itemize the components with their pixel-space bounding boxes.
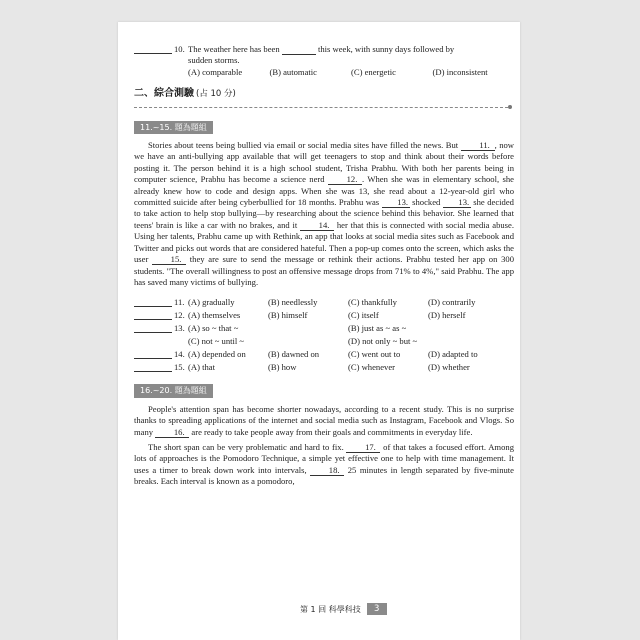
answer-row-14 [134, 348, 514, 361]
option-a[interactable]: (A) that [188, 362, 215, 373]
group-tag-11-15: 11.~15. 題為題組 [134, 121, 213, 134]
answer-number: 14. [174, 349, 185, 360]
answer-number: 13. [174, 323, 185, 334]
option-b[interactable]: (B) needlessly [268, 297, 318, 308]
option-a[interactable]: (A) so ~ that ~ [188, 323, 239, 334]
inline-blank [282, 44, 316, 55]
section-points: (占 10 分) [196, 89, 236, 100]
option-b[interactable]: (B) dawned on [268, 349, 320, 360]
option-c[interactable]: (C) thankfully [348, 297, 397, 308]
passage-text: of that takes a focused effort. Among lots of approaches is the Pomodoro Technique, a simple yet effective one to help with time management. It uses a timer to break down work into intervals, [134, 441, 515, 475]
passage-text: , now we have an anti-bullying app available that will get teenagers to stop and think about their words before posting it. The person behind it is a high school student, Trisha Prabhu. With both her parents being in computer science, Prabhu has become a science nerd [134, 140, 514, 185]
answer-row-13 [134, 322, 514, 335]
question-stem-b: this week, with sunny days followed by [317, 44, 455, 54]
option-a[interactable]: (A) themselves [188, 310, 241, 321]
passage-text: shocked [409, 197, 443, 208]
page-number: 3 [367, 603, 387, 615]
document-page [118, 22, 520, 640]
passage-16-20-p1 [134, 404, 514, 438]
passage-text: People's attention span has become shorter nowadays, according to a recent study. This is no surprise thanks to spreading applications of the internet and social media such as Instagram, Facebook and Vlogs. So many [134, 403, 514, 437]
option-b[interactable]: (B) how [268, 362, 297, 373]
option-d[interactable]: (D) herself [428, 310, 466, 321]
group-tag-16-20: 16.~20. 題為題組 [134, 384, 213, 397]
question-stem-a: The weather here has been [188, 44, 280, 54]
answer-row-11 [134, 296, 514, 309]
option-c[interactable]: (C) whenever [348, 362, 396, 373]
option-c[interactable]: (C) energetic [351, 66, 396, 77]
blank-13b[interactable]: 13. [443, 198, 471, 208]
blank-11[interactable]: 11. [461, 141, 495, 151]
passage-text: . When she was in elementary school, she already knew how to code and design apps. When she was 13, she read about a 12-year-old girl who committed suicide after being cyberbullied for 18 months. Prabhu was [134, 174, 514, 208]
option-b[interactable]: (B) himself [268, 310, 308, 321]
answer-options-11-15 [134, 296, 514, 374]
passage-text: The short span can be very problematic and hard to fix. [148, 441, 347, 452]
answer-blank-10[interactable] [134, 44, 172, 54]
answer-number: 11. [174, 297, 185, 308]
options-10 [188, 67, 514, 78]
answer-blank[interactable] [134, 322, 172, 333]
option-c[interactable]: (C) not ~ until ~ [188, 336, 245, 347]
blank-15[interactable]: 15. [152, 255, 186, 265]
passage-11-15 [134, 140, 514, 288]
answer-row-13-cont [134, 335, 514, 348]
passage-text: 25 minutes in length separated by five-minute breaks. Each interval is known as a pomodoro, [134, 464, 514, 487]
option-c[interactable]: (C) went out to [348, 349, 401, 360]
answer-number: 12. [174, 310, 185, 321]
blank-14[interactable]: 14. [300, 221, 334, 231]
answer-row-12 [134, 309, 514, 322]
option-d[interactable]: (D) contrarily [428, 297, 476, 308]
answer-row-15 [134, 361, 514, 374]
passage-text: she decided to take action to help stop bullying—by researching about the science behind this behavior. She learned that teens' brain is like a car with no brakes, and it [134, 197, 514, 230]
option-b[interactable]: (B) automatic [269, 66, 317, 77]
blank-18[interactable]: 18. [310, 466, 344, 476]
passage-text: they are sure to send the message or rethink their actions. Prabhu tested her app on 300 students. "The overall willingness to post an offensive message drops from 71% to 4%," said Prabhu. The app has saved many victims of bullying. [134, 254, 515, 287]
blank-16[interactable]: 16. [155, 428, 189, 438]
answer-blank[interactable] [134, 296, 172, 307]
question-number: 10. [174, 44, 185, 54]
answer-blank[interactable] [134, 348, 172, 359]
answer-blank[interactable] [134, 309, 172, 320]
option-b[interactable]: (B) just as ~ as ~ [348, 323, 407, 334]
option-a[interactable]: (A) depended on [188, 349, 246, 360]
footer-title: 第 1 回 科學科技 [300, 604, 361, 614]
passage-16-20-p2 [134, 442, 514, 488]
answer-number: 15. [174, 362, 185, 373]
question-stem-c: sudden storms. [188, 55, 240, 66]
option-d[interactable]: (D) adapted to [428, 349, 478, 360]
option-d[interactable]: (D) whether [428, 362, 470, 373]
section-title: 二、綜合測驗 [134, 88, 194, 100]
blank-12[interactable]: 12. [328, 175, 362, 185]
page-footer [300, 603, 387, 615]
passage-text: her that this is connected with social media abuse. Using her talents, Prabhu came up with Rethink, an app that looks at social media sites such as Facebook and Twitter and picks out words that are considered hateful. Then a pop-up comes onto the screen, which asks the user [134, 219, 514, 265]
option-a[interactable]: (A) gradually [188, 297, 235, 308]
section-heading [134, 88, 514, 100]
section-divider [134, 103, 514, 113]
passage-text: are ready to take people away from their goals and commitments in everyday life. [189, 426, 473, 437]
option-d[interactable]: (D) not only ~ but ~ [348, 336, 418, 347]
option-a[interactable]: (A) comparable [188, 66, 243, 77]
option-c[interactable]: (C) itself [348, 310, 379, 321]
page-content [134, 44, 514, 488]
blank-13a[interactable]: 13. [382, 198, 410, 208]
blank-17[interactable]: 17. [346, 443, 380, 453]
answer-blank[interactable] [134, 361, 172, 372]
divider-dot-icon [508, 105, 512, 109]
question-10 [134, 44, 514, 78]
passage-text: Stories about teens being bullied via email or social media sites have filled the news. But [148, 140, 461, 151]
option-d[interactable]: (D) inconsistent [432, 66, 488, 77]
